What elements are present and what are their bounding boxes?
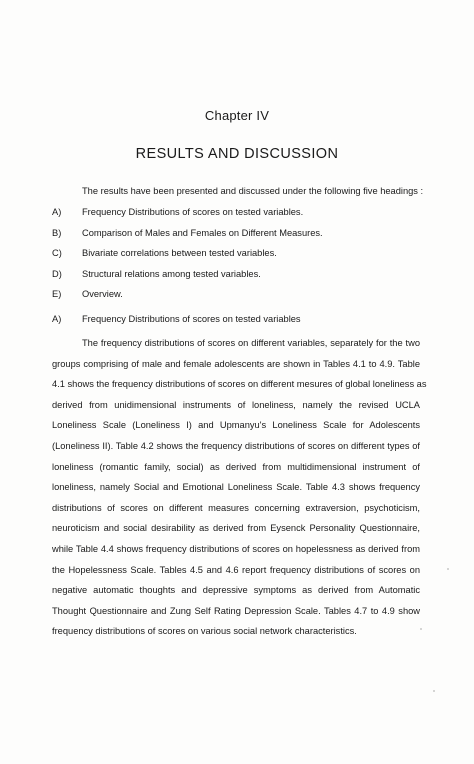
heading-item-c xyxy=(52,248,432,269)
heading-text: Bivariate correlations between tested variables. xyxy=(82,248,277,258)
heading-item-b xyxy=(52,228,432,249)
headings-list xyxy=(52,207,432,310)
heading-letter: B) xyxy=(52,227,62,238)
paragraph-line: loneliness, namely Social and Emotional Loneliness Scale. Table 4.3 shows frequency xyxy=(52,482,420,493)
intro-text: The results have been presented and discussed under the following five headings : xyxy=(82,186,424,196)
paragraph-line: (Loneliness II). Table 4.2 shows the frequency distributions of scores on different types of xyxy=(52,440,420,451)
heading-item-a xyxy=(52,207,432,228)
section-letter: A) xyxy=(52,314,62,324)
paragraph-line: frequency distributions of scores on various social network characteristics. xyxy=(52,626,357,637)
paragraph-line: groups comprising of male and female adolescents are shown in Tables 4.1 to 4.9. Table xyxy=(52,358,420,369)
paragraph-line: while Table 4.4 shows frequency distributions of scores on hopelessness as derived from xyxy=(52,543,420,554)
heading-text: Comparison of Males and Females on Different Measures. xyxy=(82,227,323,238)
heading-text: Overview. xyxy=(82,289,123,299)
heading-text: Frequency Distributions of scores on tested variables. xyxy=(82,207,304,217)
heading-letter: E) xyxy=(52,289,62,299)
heading-text: Structural relations among tested variables. xyxy=(82,268,261,279)
paragraph-line: derived from unidimensional instruments of loneliness, namely the revised UCLA xyxy=(52,399,420,410)
heading-item-d xyxy=(52,269,432,290)
paragraph-line: the Hopelessness Scale. Tables 4.5 and 4.6 report frequency distributions of scores on xyxy=(52,564,420,575)
paragraph-line: negative automatic thoughts and depressive symptoms as derived from Automatic xyxy=(52,585,420,596)
scan-speck xyxy=(447,568,449,570)
paragraph-line: 4.1 shows the frequency distributions of scores on different mesures of global loneliness as xyxy=(52,379,427,390)
paragraph-line: The frequency distributions of scores on different variables, separately for the two xyxy=(82,338,420,348)
section-title: Frequency Distributions of scores on tested variables xyxy=(82,314,301,324)
paragraph-line: neuroticism and social desirability as derived from Eysenck Personality Questionnaire, xyxy=(52,523,420,534)
chapter-title: RESULTS AND DISCUSSION xyxy=(135,146,339,162)
paragraph-line: Thought Questionnaire and Zung Self Rating Depression Scale. Tables 4.7 to 4.9 show xyxy=(52,605,420,616)
body-paragraph xyxy=(52,333,427,642)
paragraph-line: Loneliness Scale (Loneliness I) and Upmanyu's Loneliness Scale for Adolescents xyxy=(52,420,420,431)
paragraph-line: distributions of scores on different measures concerning extraversion, psychoticism, xyxy=(52,502,420,513)
scan-speck xyxy=(420,628,422,630)
heading-letter: D) xyxy=(52,268,62,279)
heading-letter: A) xyxy=(52,207,62,217)
heading-letter: C) xyxy=(52,248,62,258)
chapter-label: Chapter IV xyxy=(204,108,270,123)
heading-item-e xyxy=(52,289,432,310)
scan-speck xyxy=(433,690,435,692)
paragraph-line: loneliness (romantic family, social) as derived from multidimensional instrument of xyxy=(52,461,420,472)
